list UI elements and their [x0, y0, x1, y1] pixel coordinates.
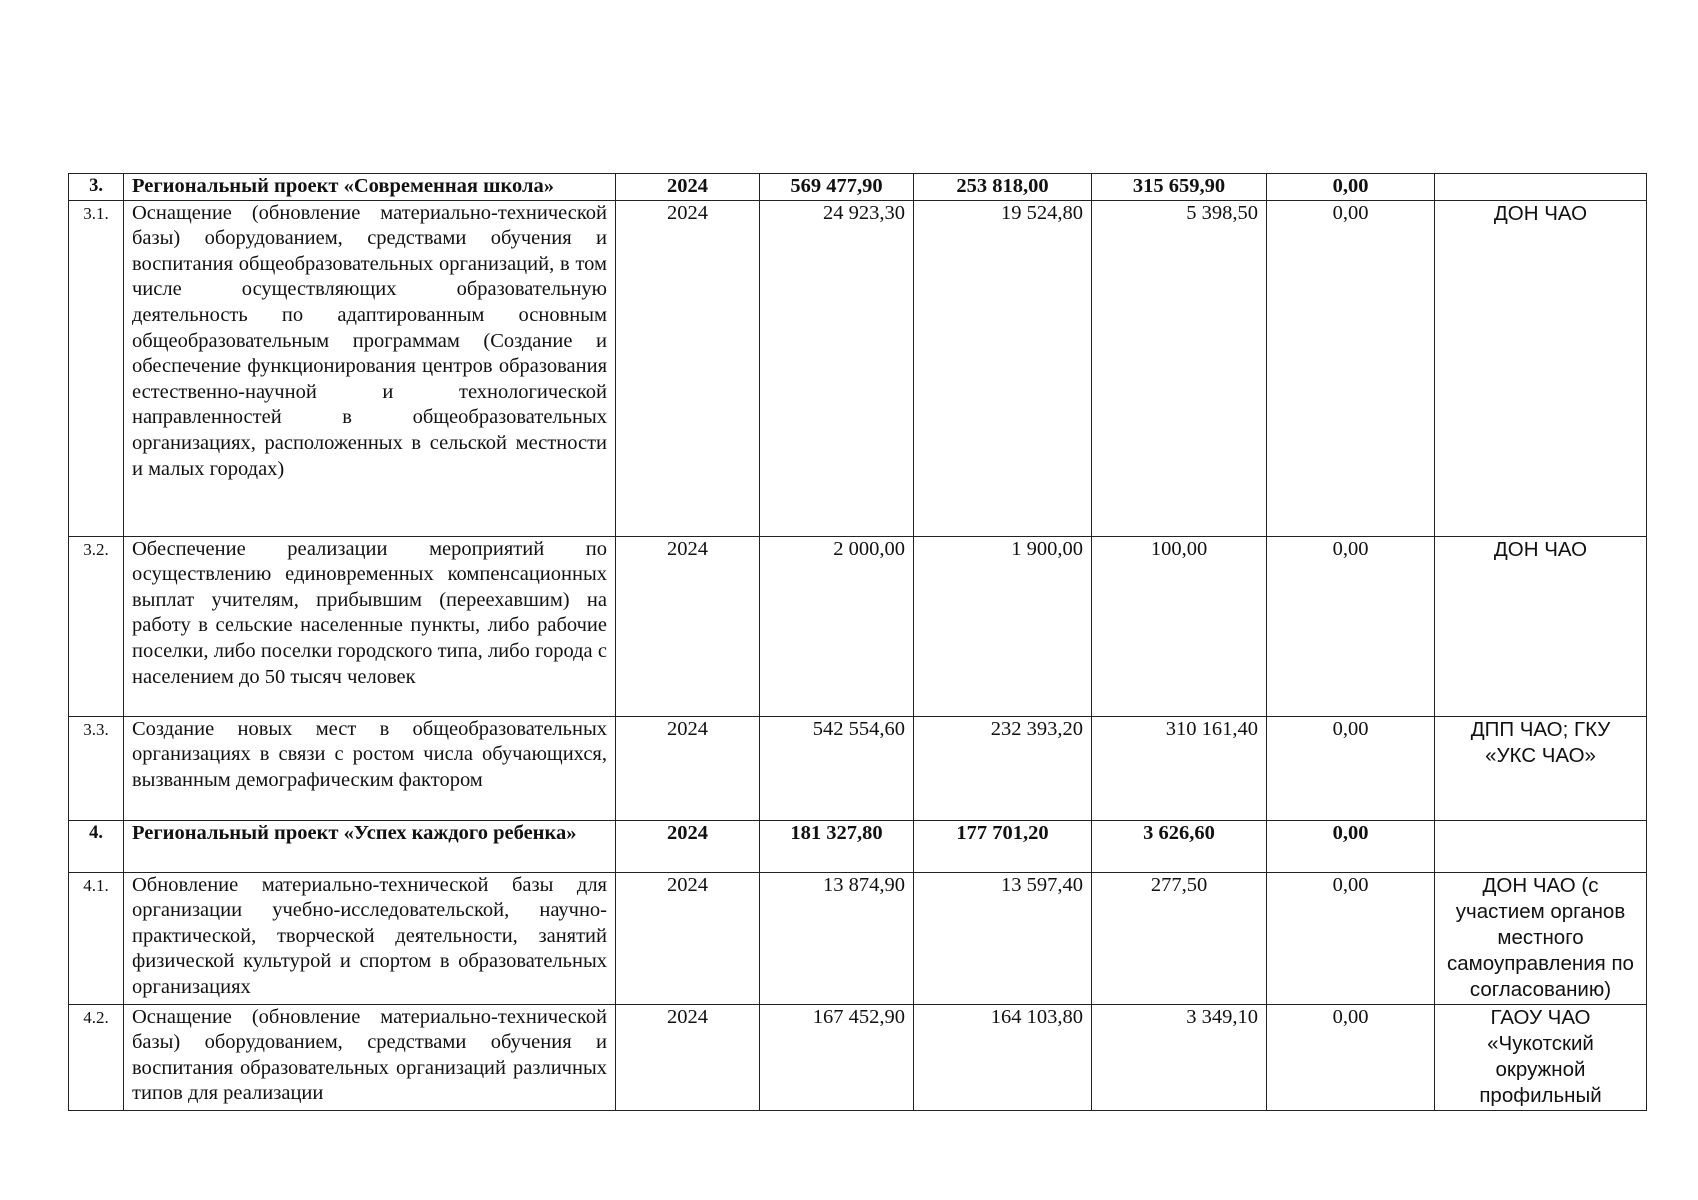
row-number: 4.: [69, 820, 124, 872]
row-amount-2: 13 597,40: [914, 872, 1092, 1004]
row-year: 2024: [616, 716, 760, 820]
section-row: [69, 820, 1647, 872]
row-amount-2: 177 701,20: [914, 820, 1092, 872]
row-year: 2024: [616, 536, 760, 716]
row-title: Оснащение (обновление материально-технической базы) оборудованием, средствами обучения и воспитания общеобразовательных организаций, в том числе осуществляющих образовательную деятельность по адаптированным основным общеобразовательным программам (Создание и обеспечение функционирования центров образования естественно-научной и технологической направленностей в общеобразовательных организациях, расположенных в сельской местности и малых городах): [124, 200, 616, 536]
row-year: 2024: [616, 872, 760, 1004]
row-amount-2: 253 818,00: [914, 174, 1092, 201]
row-amount-4: 0,00: [1267, 820, 1435, 872]
row-amount-4: 0,00: [1267, 536, 1435, 716]
table-row: [69, 872, 1647, 1004]
row-executor: ДОН ЧАО: [1435, 536, 1647, 716]
row-amount-4: 0,00: [1267, 872, 1435, 1004]
row-total: 181 327,80: [760, 820, 914, 872]
row-executor: ДПП ЧАО; ГКУ «УКС ЧАО»: [1435, 716, 1647, 820]
row-year: 2024: [616, 820, 760, 872]
row-title: Обеспечение реализации мероприятий по осуществлению единовременных компенсационных выплат учителям, прибывшим (переехавшим) на работу в сельские населенные пункты, либо рабочие поселки, либо поселки городского типа, либо города с населением до 50 тысяч человек: [124, 536, 616, 716]
row-number: 4.2.: [69, 1004, 124, 1110]
row-amount-4: 0,00: [1267, 174, 1435, 201]
row-title: Региональный проект «Успех каждого ребенка»: [124, 820, 616, 872]
row-amount-3: 3 626,60: [1092, 820, 1267, 872]
row-amount-2: 164 103,80: [914, 1004, 1092, 1110]
row-total: 569 477,90: [760, 174, 914, 201]
row-title: Обновление материально-технической базы для организации учебно-исследовательской, научно-практической, творческой деятельности, занятий физической культурой и спортом в образовательных организациях: [124, 872, 616, 1004]
row-total: 24 923,30: [760, 200, 914, 536]
row-total: 13 874,90: [760, 872, 914, 1004]
row-title: Создание новых мест в общеобразовательных организациях в связи с ростом числа обучающихся, вызванным демографическим фактором: [124, 716, 616, 820]
section-row: [69, 174, 1647, 201]
table-row: [69, 1004, 1647, 1110]
row-executor: [1435, 174, 1647, 201]
row-amount-2: 232 393,20: [914, 716, 1092, 820]
row-number: 3.2.: [69, 536, 124, 716]
row-year: 2024: [616, 200, 760, 536]
row-executor: ГАОУ ЧАО «Чукотский окружной профильный: [1435, 1004, 1647, 1110]
row-total: 2 000,00: [760, 536, 914, 716]
row-amount-2: 19 524,80: [914, 200, 1092, 536]
row-amount-3: 100,00: [1092, 536, 1267, 716]
row-number: 3.1.: [69, 200, 124, 536]
row-number: 4.1.: [69, 872, 124, 1004]
row-title: Оснащение (обновление материально-технической базы) оборудованием, средствами обучения и воспитания образовательных организаций различных типов для реализации: [124, 1004, 616, 1110]
row-executor: [1435, 820, 1647, 872]
row-total: 167 452,90: [760, 1004, 914, 1110]
table-row: [69, 200, 1647, 536]
row-amount-3: 310 161,40: [1092, 716, 1267, 820]
row-amount-4: 0,00: [1267, 200, 1435, 536]
row-title: Региональный проект «Современная школа»: [124, 174, 616, 201]
row-amount-3: 315 659,90: [1092, 174, 1267, 201]
row-amount-3: 3 349,10: [1092, 1004, 1267, 1110]
row-executor: ДОН ЧАО (с участием органов местного самоуправления по согласованию): [1435, 872, 1647, 1004]
budget-table: [68, 173, 1647, 1111]
row-amount-3: 5 398,50: [1092, 200, 1267, 536]
row-number: 3.: [69, 174, 124, 201]
table-row: [69, 536, 1647, 716]
row-year: 2024: [616, 174, 760, 201]
row-amount-3: 277,50: [1092, 872, 1267, 1004]
table-row: [69, 716, 1647, 820]
row-total: 542 554,60: [760, 716, 914, 820]
row-year: 2024: [616, 1004, 760, 1110]
row-number: 3.3.: [69, 716, 124, 820]
row-executor: ДОН ЧАО: [1435, 200, 1647, 536]
row-amount-2: 1 900,00: [914, 536, 1092, 716]
row-amount-4: 0,00: [1267, 716, 1435, 820]
row-amount-4: 0,00: [1267, 1004, 1435, 1110]
